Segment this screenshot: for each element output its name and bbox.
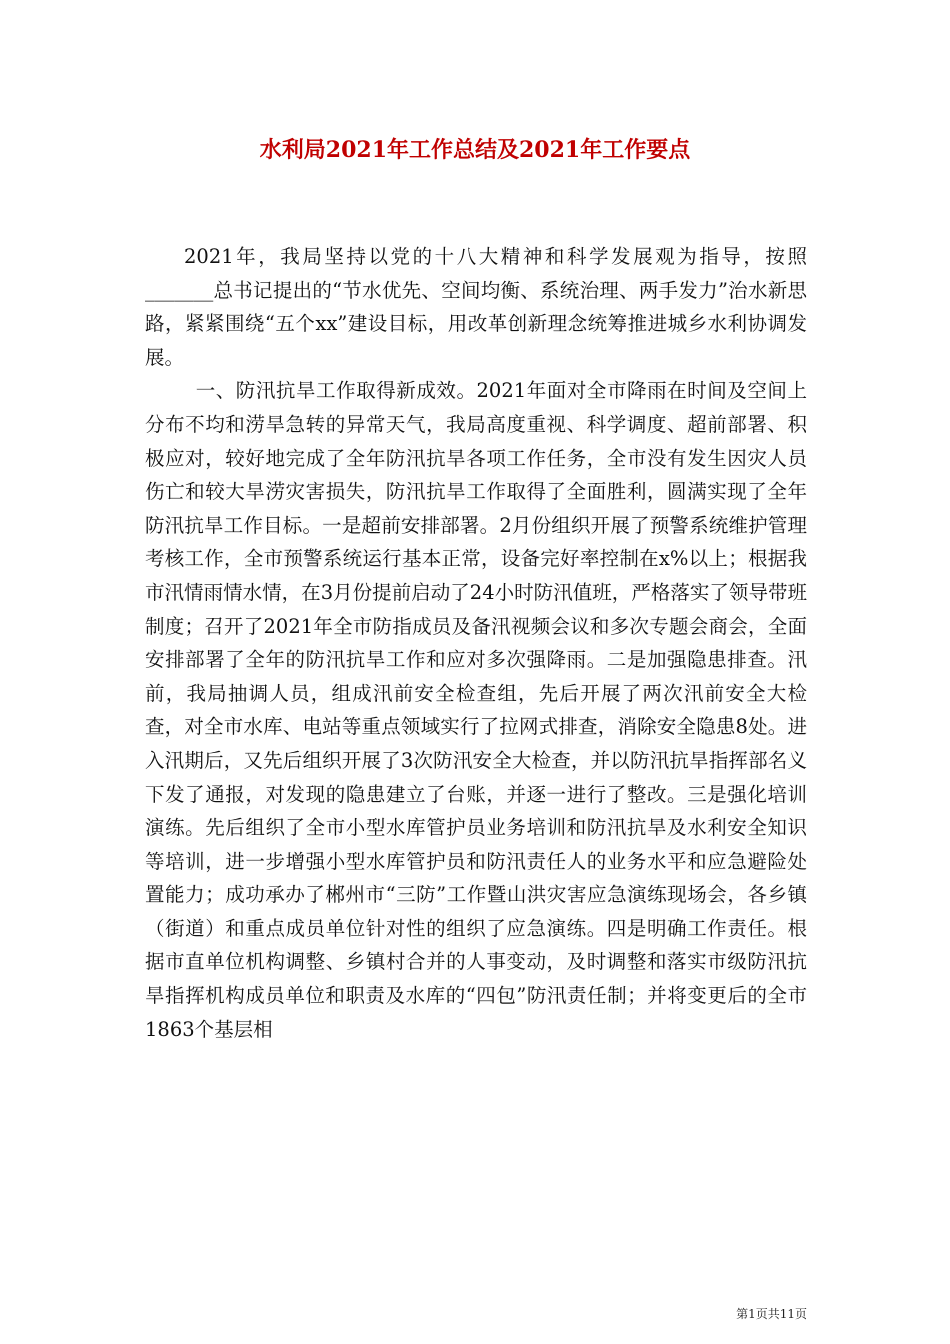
paragraph-intro: 2021年，我局坚持以党的十八大精神和科学发展观为指导，按照_______总书记提出的“节水优先、空间均衡、系统治理、两手发力”治水新思路，紧紧围绕“五个xx”建设目标，用改革创新理念统筹推进城乡水利协调发展。 <box>145 245 807 369</box>
document-title: 水利局2021年工作总结及2021年工作要点 <box>259 137 691 163</box>
paragraph-flood-control: 一、防汛抗旱工作取得新成效。2021年面对全市降雨在时间及空间上分布不均和涝旱急转的异常天气，我局高度重视、科学调度、超前部署、积极应对，较好地完成了全年防汛抗旱各项工作任务，全市没有发生因灾人员伤亡和较大旱涝灾害损失，防汛抗旱工作取得了全面胜利，圆满实现了全年防汛抗旱工作目标。一是超前安排部署。2月份组织开展了预警系统维护管理考核工作，全市预警系统运行基本正常，设备完好率控制在x%以上；根据我市汛情雨情水情，在3月份提前启动了24小时防汛值班，严格落实了领导带班制度；召开了2021年全市防指成员及备汛视频会议和多次专题会商会，全面安排部署了全年的防汛抗旱工作和应对多次强降雨。二是加强隐患排查。汛前，我局抽调人员，组成汛前安全检查组，先后开展了两次汛前安全大检查，对全市水库、电站等重点领域实行了拉网式排查，消除安全隐患8处。进入汛期后，又先后组织开展了3次防汛安全大检查，并以防汛抗旱指挥部名义下发了通报，对发现的隐患建立了台账，并逐一进行了整改。三是强化培训演练。先后组织了全市小型水库管护员业务培训和防汛抗旱及水利安全知识等培训，进一步增强小型水库管护员和防汛责任人的业务水平和应急避险处置能力；成功承办了郴州市“三防”工作暨山洪灾害应急演练现场会，各乡镇（街道）和重点成员单位针对性的组织了应急演练。四是明确工作责任。根据市直单位机构调整、乡镇村合并的人事变动，及时调整和落实市级防汛抗旱指挥机构成员单位和职责及水库的“四包”防汛责任制；并将变更后的全市1863个基层相 <box>145 379 807 1041</box>
page-number: 第1页共11页 <box>736 1307 807 1321</box>
document-body <box>145 240 807 1046</box>
